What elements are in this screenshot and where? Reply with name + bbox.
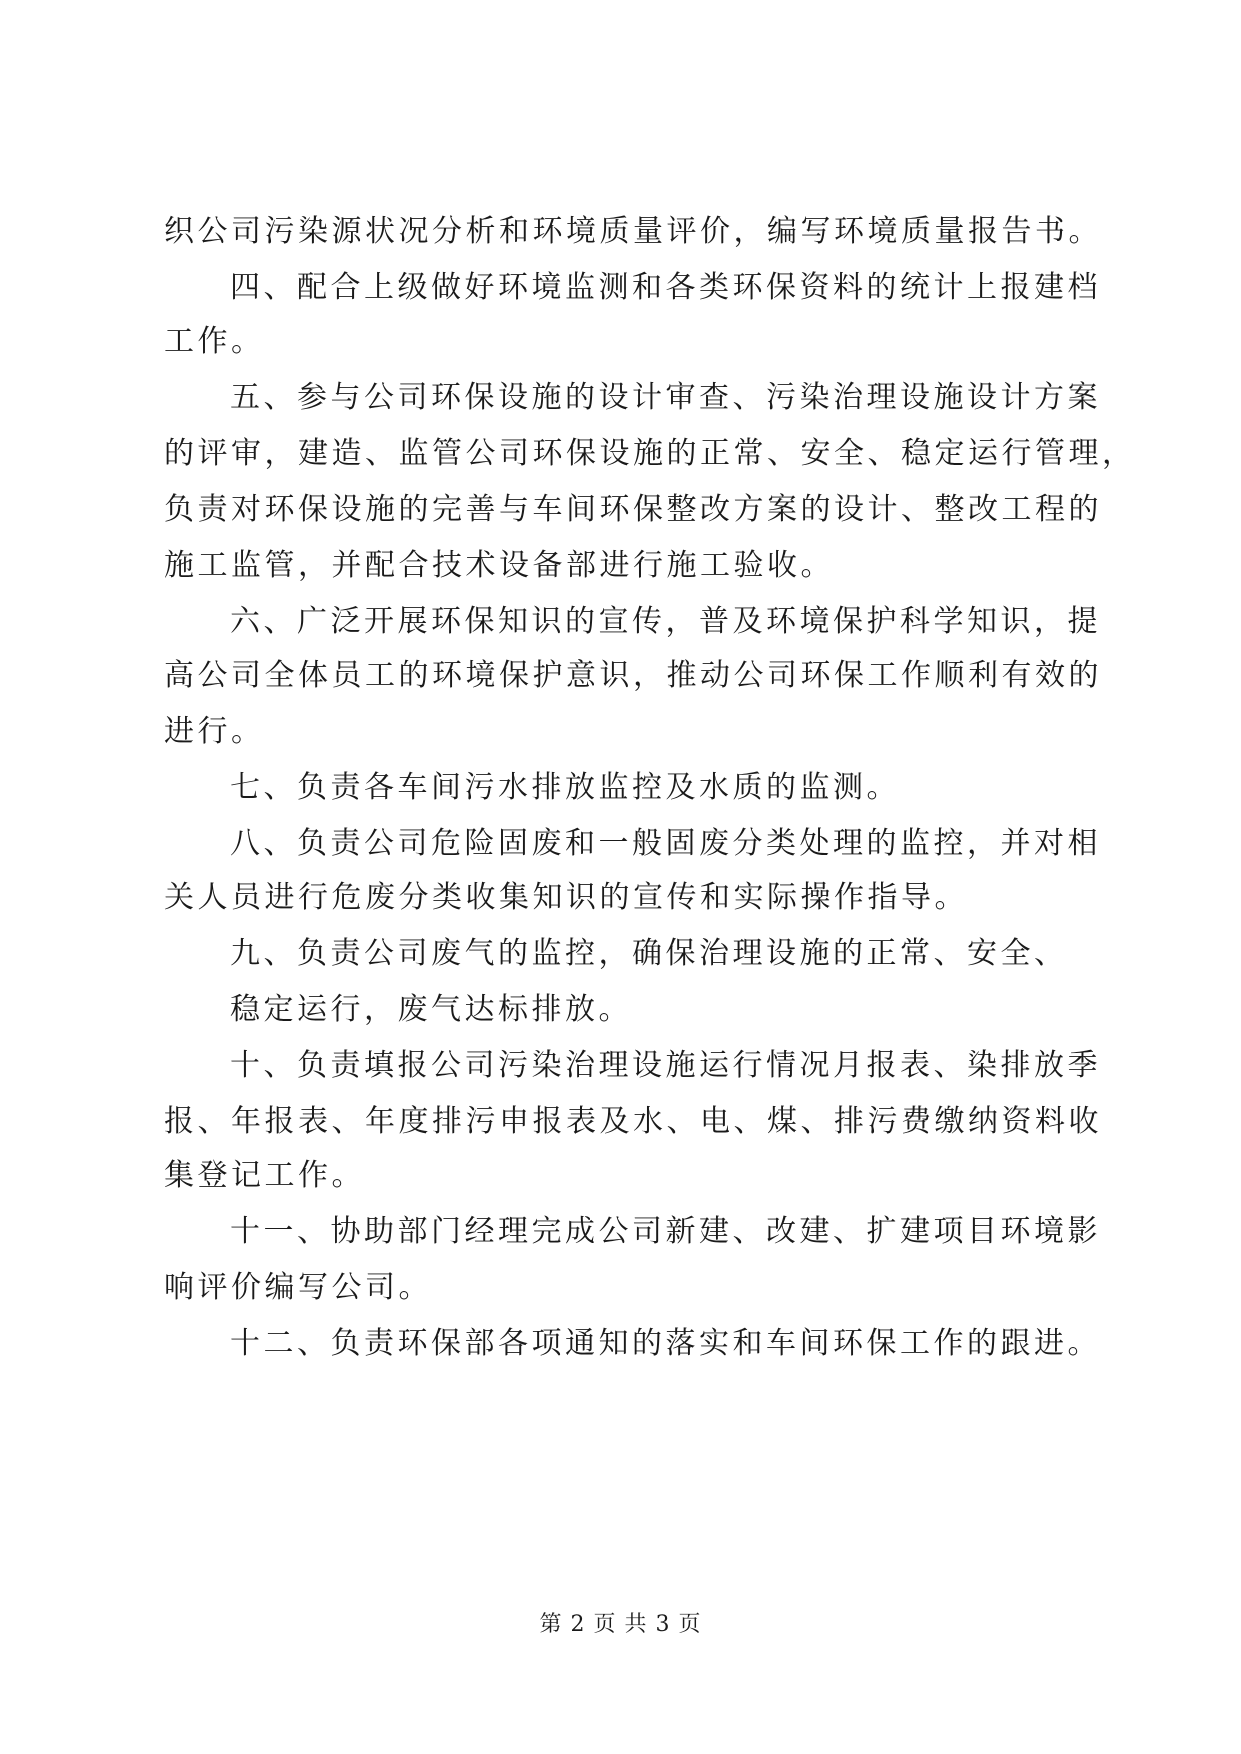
body-text-line: 十二、负责环保部各项通知的落实和车间环保工作的跟进。 [230,1326,1101,1361]
body-text-line: 五、参与公司环保设施的设计审查、污染治理设施设计方案 [230,380,1101,415]
body-text-line: 九、负责公司废气的监控，确保治理设施的正常、安全、 [230,936,1068,971]
body-text-line: 七、负责各车间污水排放监控及水质的监测。 [230,770,900,805]
body-text-line: 稳定运行，废气达标排放。 [230,992,632,1027]
page-number-footer: 第 2 页 共 3 页 [539,1612,702,1637]
body-text-line: 集登记工作。 [164,1158,365,1193]
body-text-line: 四、配合上级做好环境监测和各类环保资料的统计上报建档 [230,270,1101,305]
body-text-line: 十一、协助部门经理完成公司新建、改建、扩建项目环境影 [230,1214,1101,1249]
body-text-line: 工作。 [164,324,265,359]
body-text-line: 报、年报表、年度排污申报表及水、电、煤、排污费缴纳资料收 [164,1104,1102,1139]
body-text-line: 负责对环保设施的完善与车间环保整改方案的设计、整改工程的 [164,492,1102,527]
body-text-line: 响评价编写公司。 [164,1270,432,1305]
body-text-line: 施工监管，并配合技术设备部进行施工验收。 [164,548,834,583]
body-text-line: 的评审，建造、监管公司环保设施的正常、安全、稳定运行管理， [164,436,1136,471]
body-text-line: 关人员进行危废分类收集知识的宣传和实际操作指导。 [164,880,968,915]
body-text-line: 进行。 [164,714,265,749]
body-text-line: 织公司污染源状况分析和环境质量评价，编写环境质量报告书。 [164,214,1102,249]
body-text-line: 八、负责公司危险固废和一般固废分类处理的监控，并对相 [230,826,1101,861]
body-text-line: 十、负责填报公司污染治理设施运行情况月报表、染排放季 [230,1048,1101,1083]
body-text-line: 六、广泛开展环保知识的宣传，普及环境保护科学知识，提 [230,604,1101,639]
body-text-line: 高公司全体员工的环境保护意识，推动公司环保工作顺利有效的 [164,658,1102,693]
